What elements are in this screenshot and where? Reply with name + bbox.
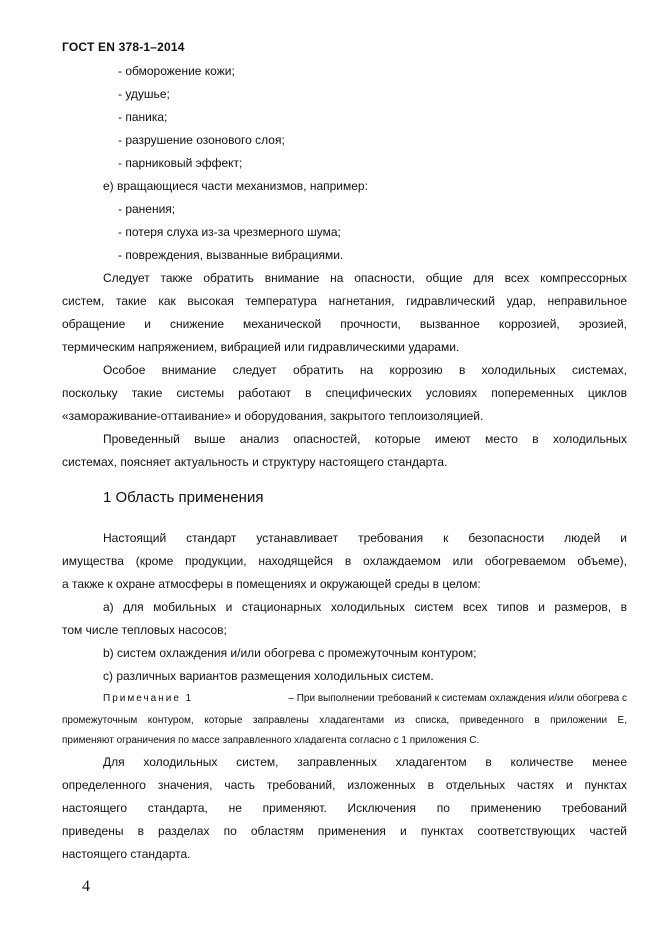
document-header: ГОСТ EN 378-1–2014: [62, 40, 185, 54]
list-item-a: а) для мобильных и стационарных холодильных систем всех типов и размеров, в: [103, 600, 627, 614]
paragraph-line: определенного значения, часть требований, изложенных в отдельных частях и пунктах: [62, 778, 627, 792]
paragraph-line: обращение и снижение механической прочности, вызванное коррозией, эрозией,: [62, 317, 627, 331]
list-item-a-cont: том числе тепловых насосов;: [62, 623, 227, 637]
paragraph-line: настоящего стандарта.: [62, 847, 191, 861]
paragraph-line: настоящего стандарта, не применяют. Исключения по применению требований: [62, 801, 627, 815]
list-item: - парниковый эффект;: [118, 156, 243, 170]
page-number: 4: [82, 878, 90, 895]
note-line: промежуточным контуром, которые заправлены хладагентами из списка, приведенного в приложении Е,: [62, 715, 627, 726]
paragraph-line: имущества (кроме продукции, находящейся в охлаждаемом или обогреваемом объеме),: [62, 554, 627, 568]
note-label: Примечание 1: [103, 693, 194, 704]
paragraph-line: Настоящий стандарт устанавливает требования к безопасности людей и: [103, 531, 627, 545]
note-text: – При выполнении требований к системам охлаждения и/или обогрева с: [288, 693, 627, 704]
paragraph-line: приведены в разделах по областям применения и пунктах соответствующих частей: [62, 824, 627, 838]
note-line: применяют ограничения по массе заправленного хладагента согласно с 1 приложения С.: [62, 735, 480, 746]
paragraph-line: Проведенный выше анализ опасностей, которые имеют место в холодильных: [103, 432, 627, 446]
paragraph-line: термическим напряжением, вибрацией или гидравлическими ударами.: [62, 340, 460, 354]
list-item-c: с) различных вариантов размещения холодильных систем.: [103, 669, 434, 683]
list-item-b: b) систем охлаждения и/или обогрева с промежуточным контуром;: [103, 646, 477, 660]
list-item: - ранения;: [118, 202, 176, 216]
section-heading: 1 Область применения: [103, 489, 264, 506]
list-item: - удушье;: [118, 87, 170, 101]
list-item: - обморожение кожи;: [118, 64, 235, 78]
paragraph-line: «замораживание-оттаивание» и оборудования, закрытого теплоизоляцией.: [62, 409, 484, 423]
paragraph-line: Для холодильных систем, заправленных хладагентом в количестве менее: [103, 755, 627, 769]
paragraph-line: Следует также обратить внимание на опасности, общие для всех компрессорных: [103, 271, 627, 285]
paragraph-line: системах, поясняет актуальность и структуру настоящего стандарта.: [62, 455, 448, 469]
paragraph-line: систем, такие как высокая температура нагнетания, гидравлический удар, неправильное: [62, 294, 627, 308]
list-item: - разрушение озонового слоя;: [118, 133, 285, 147]
paragraph-line: поскольку такие системы работают в специфических условиях попеременных циклов: [62, 386, 627, 400]
list-item: - потеря слуха из-за чрезмерного шума;: [118, 225, 341, 239]
paragraph-line: а также к охране атмосферы в помещениях и окружающей среды в целом:: [62, 577, 481, 591]
paragraph-line: Особое внимание следует обратить на коррозию в холодильных системах,: [103, 363, 627, 377]
list-item-e: е) вращающиеся части механизмов, например:: [103, 179, 368, 193]
list-item: - паника;: [118, 110, 168, 124]
list-item: - повреждения, вызванные вибрациями.: [118, 248, 344, 262]
note-line: [103, 692, 627, 705]
